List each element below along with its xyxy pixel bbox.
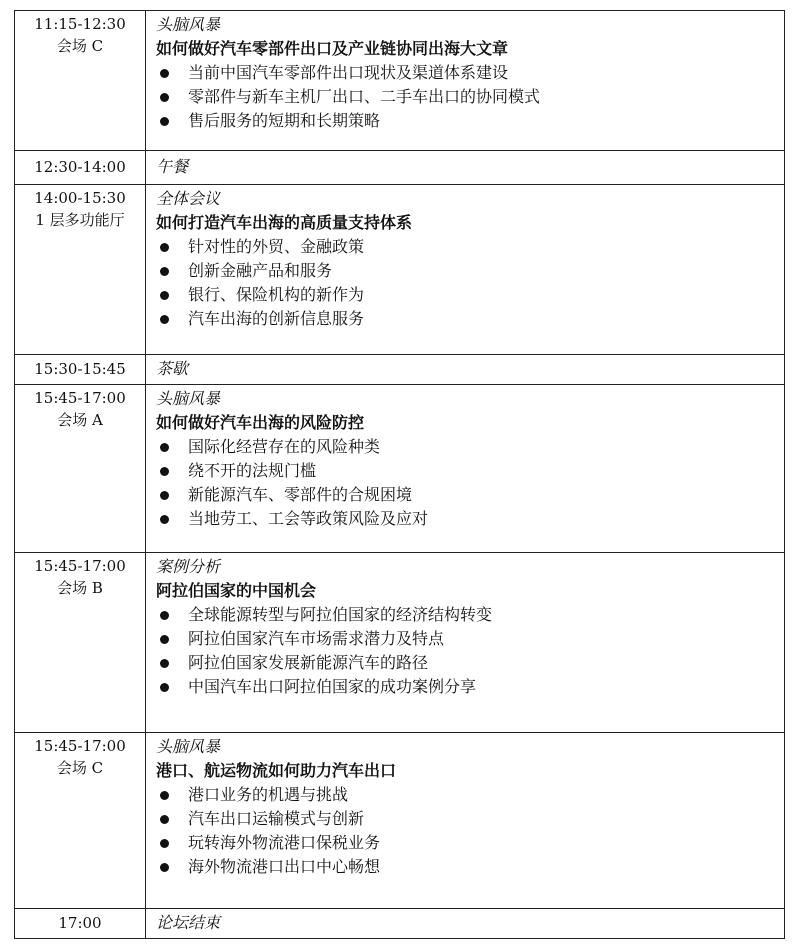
list-item bbox=[156, 651, 778, 675]
content-cell bbox=[146, 11, 785, 151]
session-title: 如何打造汽车出海的高质量支持体系 bbox=[156, 213, 413, 232]
list-item bbox=[156, 675, 778, 699]
table-row bbox=[15, 909, 785, 939]
time-cell bbox=[15, 151, 146, 185]
list-item-text: 银行、保险机构的新作为 bbox=[188, 285, 365, 304]
time-cell bbox=[15, 553, 146, 733]
list-item-text: 售后服务的短期和长期策略 bbox=[188, 111, 381, 130]
list-item bbox=[156, 61, 778, 85]
time-cell bbox=[15, 909, 146, 939]
venue: 会场 A bbox=[57, 411, 103, 429]
list-item bbox=[156, 807, 778, 831]
bullet-list bbox=[156, 61, 778, 133]
session-category: 茶歇 bbox=[156, 359, 189, 378]
time-range: 15:30-15:45 bbox=[34, 360, 126, 378]
bullet-list bbox=[156, 783, 778, 879]
time-range: 11:15-12:30 bbox=[34, 15, 126, 33]
bullet-list bbox=[156, 435, 778, 531]
list-item-text: 创新金融产品和服务 bbox=[188, 261, 333, 280]
session-category: 头脑风暴 bbox=[156, 15, 221, 34]
time-range: 15:45-17:00 bbox=[34, 389, 126, 407]
list-item bbox=[156, 627, 778, 651]
list-item bbox=[156, 235, 778, 259]
list-item-text: 当地劳工、工会等政策风险及应对 bbox=[188, 509, 429, 528]
session-title: 如何做好汽车出海的风险防控 bbox=[156, 413, 365, 432]
session-title: 如何做好汽车零部件出口及产业链协同出海大文章 bbox=[156, 39, 509, 58]
list-item-text: 零部件与新车主机厂出口、二手车出口的协同模式 bbox=[188, 87, 541, 106]
session-category: 全体会议 bbox=[156, 189, 221, 208]
bullet-icon bbox=[160, 117, 169, 126]
session-category: 头脑风暴 bbox=[156, 389, 221, 408]
bullet-icon bbox=[160, 635, 169, 644]
bullet-list bbox=[156, 603, 778, 699]
agenda-table bbox=[14, 10, 785, 939]
list-item bbox=[156, 259, 778, 283]
bullet-icon bbox=[160, 267, 169, 276]
list-item-text: 阿拉伯国家发展新能源汽车的路径 bbox=[188, 653, 429, 672]
content-cell bbox=[146, 909, 785, 939]
table-row bbox=[15, 11, 785, 151]
bullet-icon bbox=[160, 443, 169, 452]
list-item-text: 阿拉伯国家汽车市场需求潜力及特点 bbox=[188, 629, 445, 648]
table-row bbox=[15, 733, 785, 909]
list-item bbox=[156, 109, 778, 133]
list-item-text: 全球能源转型与阿拉伯国家的经济结构转变 bbox=[188, 605, 493, 624]
bullet-icon bbox=[160, 243, 169, 252]
session-category: 午餐 bbox=[156, 157, 189, 176]
content-cell bbox=[146, 733, 785, 909]
venue: 会场 C bbox=[56, 37, 104, 55]
list-item bbox=[156, 459, 778, 483]
list-item-text: 针对性的外贸、金融政策 bbox=[188, 237, 365, 256]
session-category: 论坛结束 bbox=[156, 913, 221, 932]
list-item bbox=[156, 831, 778, 855]
time-cell bbox=[15, 385, 146, 553]
table-row bbox=[15, 185, 785, 355]
bullet-icon bbox=[160, 291, 169, 300]
time-range: 12:30-14:00 bbox=[34, 158, 126, 176]
bullet-icon bbox=[160, 93, 169, 102]
list-item-text: 当前中国汽车零部件出口现状及渠道体系建设 bbox=[188, 63, 509, 82]
time-cell bbox=[15, 11, 146, 151]
session-title: 阿拉伯国家的中国机会 bbox=[156, 581, 317, 600]
content-cell bbox=[146, 553, 785, 733]
table-row bbox=[15, 151, 785, 185]
list-item-text: 新能源汽车、零部件的合规困境 bbox=[188, 485, 413, 504]
list-item bbox=[156, 507, 778, 531]
time-range: 15:45-17:00 bbox=[34, 737, 126, 755]
bullet-icon bbox=[160, 611, 169, 620]
list-item-text: 国际化经营存在的风险种类 bbox=[188, 437, 381, 456]
list-item-text: 汽车出口运输模式与创新 bbox=[188, 809, 365, 828]
content-cell bbox=[146, 355, 785, 385]
list-item bbox=[156, 855, 778, 879]
list-item bbox=[156, 603, 778, 627]
bullet-icon bbox=[160, 659, 169, 668]
list-item-text: 玩转海外物流港口保税业务 bbox=[188, 833, 381, 852]
time-cell bbox=[15, 185, 146, 355]
session-category: 案例分析 bbox=[156, 557, 221, 576]
session-category: 头脑风暴 bbox=[156, 737, 221, 756]
venue: 会场 B bbox=[57, 579, 103, 597]
bullet-icon bbox=[160, 815, 169, 824]
bullet-icon bbox=[160, 515, 169, 524]
list-item bbox=[156, 283, 778, 307]
list-item bbox=[156, 483, 778, 507]
time-range: 15:45-17:00 bbox=[34, 557, 126, 575]
list-item-text: 绕不开的法规门槛 bbox=[188, 461, 317, 480]
bullet-icon bbox=[160, 839, 169, 848]
bullet-icon bbox=[160, 863, 169, 872]
content-cell bbox=[146, 185, 785, 355]
venue: 会场 C bbox=[56, 759, 104, 777]
time-range: 14:00-15:30 bbox=[34, 189, 126, 207]
bullet-list bbox=[156, 235, 778, 331]
content-cell bbox=[146, 385, 785, 553]
list-item bbox=[156, 435, 778, 459]
list-item bbox=[156, 85, 778, 109]
bullet-icon bbox=[160, 491, 169, 500]
bullet-icon bbox=[160, 69, 169, 78]
session-title: 港口、航运物流如何助力汽车出口 bbox=[156, 761, 397, 780]
list-item bbox=[156, 307, 778, 331]
bullet-icon bbox=[160, 467, 169, 476]
bullet-icon bbox=[160, 315, 169, 324]
list-item-text: 港口业务的机遇与挑战 bbox=[188, 785, 349, 804]
table-row bbox=[15, 553, 785, 733]
table-row bbox=[15, 385, 785, 553]
bullet-icon bbox=[160, 683, 169, 692]
content-cell bbox=[146, 151, 785, 185]
time-cell bbox=[15, 355, 146, 385]
table-row bbox=[15, 355, 785, 385]
list-item-text: 中国汽车出口阿拉伯国家的成功案例分享 bbox=[188, 677, 477, 696]
list-item bbox=[156, 783, 778, 807]
venue: 1 层多功能厅 bbox=[35, 211, 125, 229]
time-range: 17:00 bbox=[58, 914, 102, 932]
list-item-text: 汽车出海的创新信息服务 bbox=[188, 309, 365, 328]
list-item-text: 海外物流港口出口中心畅想 bbox=[188, 857, 381, 876]
bullet-icon bbox=[160, 791, 169, 800]
time-cell bbox=[15, 733, 146, 909]
